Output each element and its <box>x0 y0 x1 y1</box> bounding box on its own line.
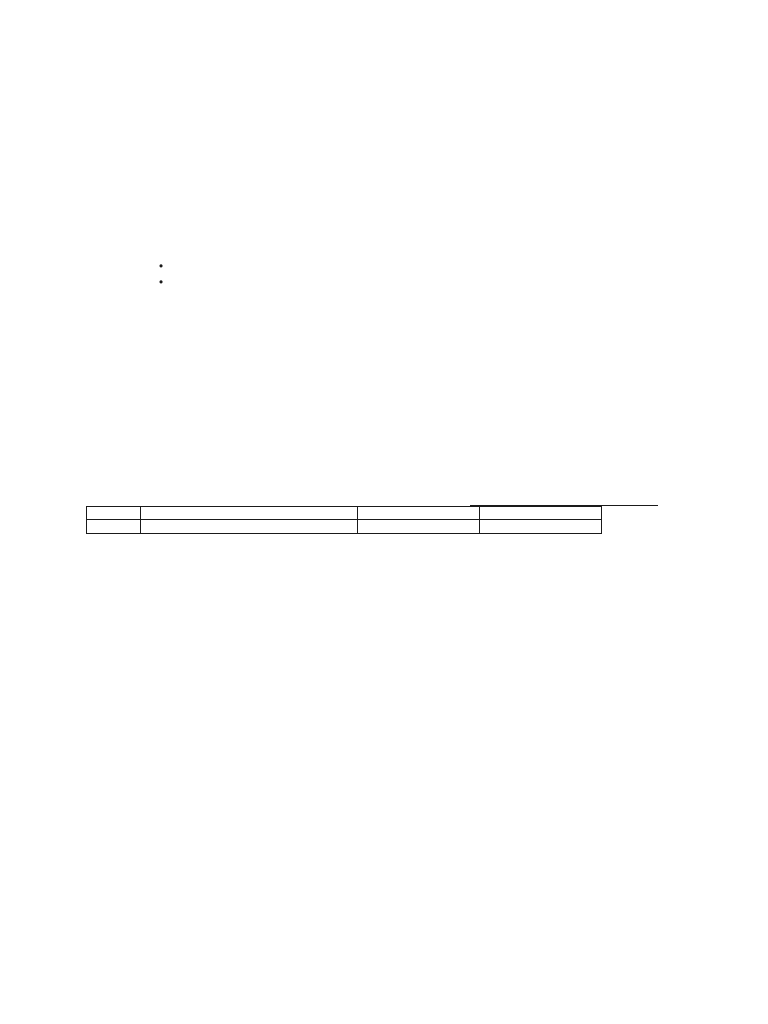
trial-balance-table <box>86 506 602 534</box>
list-item <box>159 386 181 399</box>
total-debet <box>358 520 480 533</box>
column-header <box>141 507 358 520</box>
bullet-dot: • <box>159 260 164 273</box>
total-label <box>141 520 358 533</box>
table-header-row <box>87 507 602 520</box>
list-item <box>159 340 181 353</box>
table-total-row <box>87 520 602 533</box>
column-header <box>358 507 480 520</box>
total-kredit <box>480 520 602 533</box>
list-item <box>159 371 181 384</box>
list-item <box>159 355 181 368</box>
list-item <box>159 324 181 337</box>
bullet-dot: • <box>159 276 164 289</box>
column-header <box>480 507 602 520</box>
column-header <box>87 507 141 520</box>
table-cell <box>87 520 141 533</box>
